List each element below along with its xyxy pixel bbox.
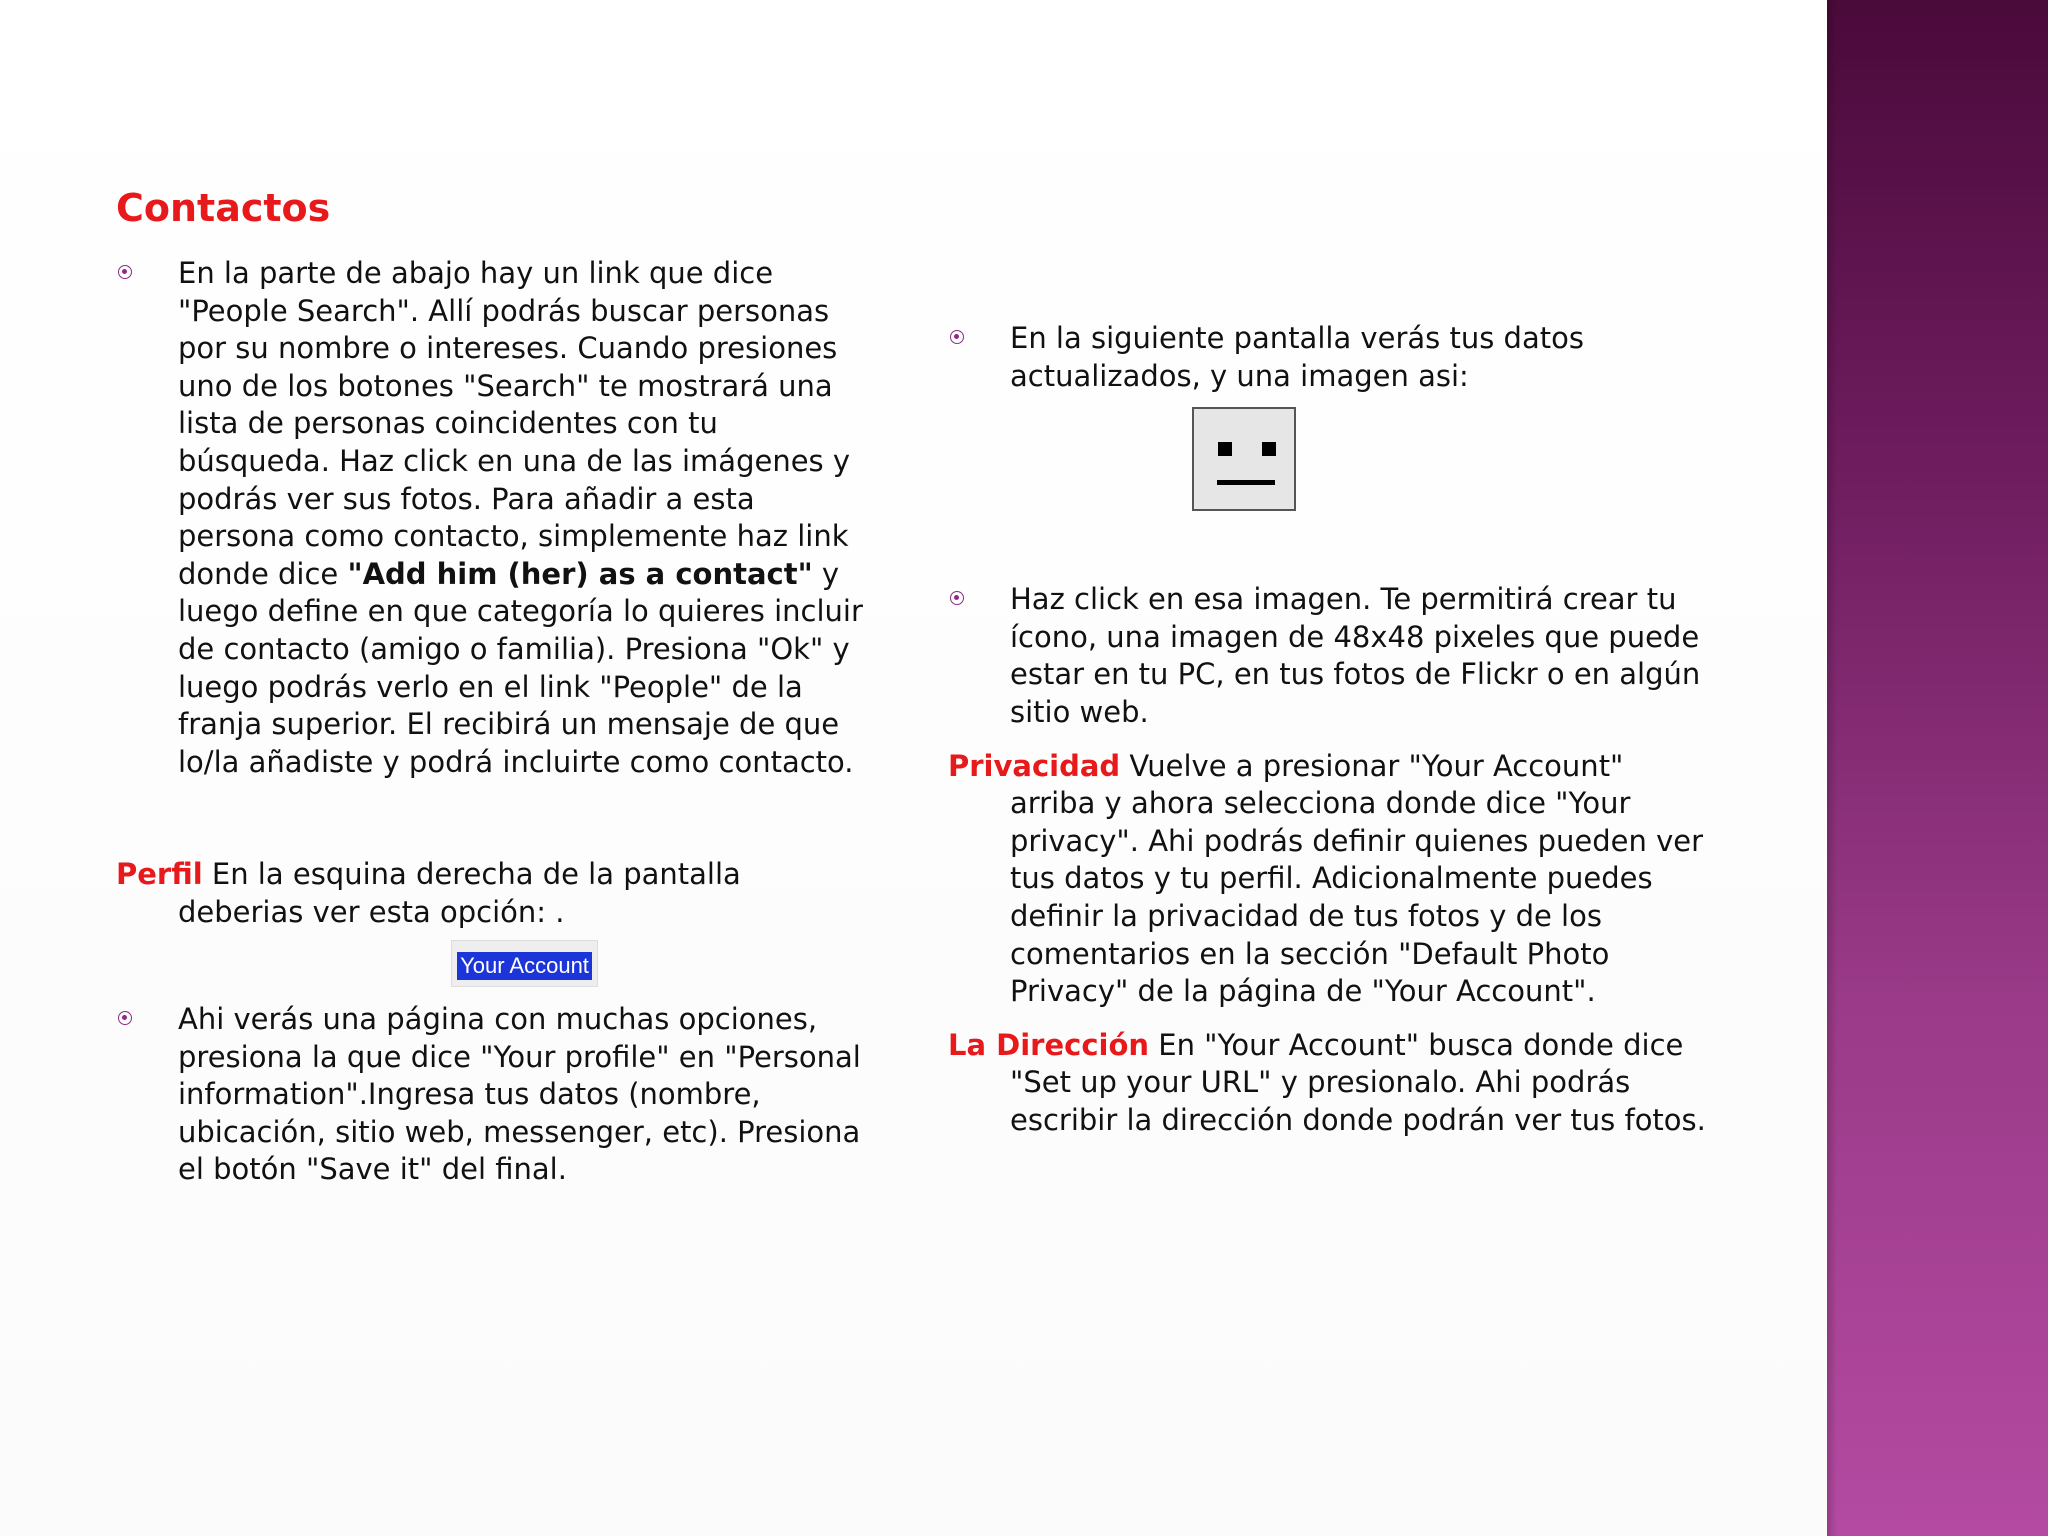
perfil-bullet — [116, 1001, 871, 1189]
contactos-bullet — [116, 255, 871, 781]
privacidad-paragraph — [948, 748, 1708, 1011]
your-account-screenshot — [116, 940, 871, 988]
right-bullet-1-text: En la siguiente pantalla verás tus datos actualizados, y una imagen asi: — [1010, 321, 1584, 393]
direccion-text: En "Your Account" busca donde dice "Set up your URL" y presionalo. Ahi podrás escribir la dirección donde podrán ver tus fotos. — [1010, 1027, 1706, 1137]
right-column — [948, 320, 1708, 1140]
face-right-eye — [1262, 442, 1276, 456]
add-contact-phrase: "Add him (her) as a contact" — [347, 556, 813, 591]
direccion-label: La Dirección — [948, 1027, 1150, 1062]
bullet-icon — [950, 591, 964, 605]
perfil-bullet-text: Ahi verás una página con muchas opciones, presiona la que dice "Your profile" en "Personal information".Ingresa tus datos (nombre, ubicación, sitio web, messenger, etc). Presiona el botón "Save it" del final. — [178, 1002, 861, 1187]
perfil-paragraph — [116, 856, 871, 931]
face-mouth — [1217, 480, 1275, 485]
privacidad-text: Vuelve a presionar "Your Account" arriba y ahora selecciona donde dice "Your privacy". Ahi podrás definir quienes pueden ver tus datos y tu perfil. Adicionalmente puedes definir la privacidad de tus fotos y de los comentarios en la sección "Default Photo Privacy" de la página de "Your Account". — [1010, 748, 1704, 1009]
right-bullet-2-text: Haz click en esa imagen. Te permitirá crear tu ícono, una imagen de 48x48 pixeles que puede estar en tu PC, en tus fotos de Flickr o en algún sitio web. — [1010, 582, 1701, 729]
left-column — [116, 255, 871, 1189]
buddy-icon-wrapper — [948, 407, 1708, 511]
contactos-text-a: En la parte de abajo hay un link que dice "People Search". Allí podrás buscar personas por su nombre o intereses. Cuando presiones uno de los botones "Search" te mostrará una lista de personas coincidentes con tu búsqueda. Haz click en una de las imágenes y podrás ver sus fotos. Para añadir a esta persona como contacto, simplemente haz link donde dice — [178, 256, 851, 591]
privacidad-label: Privacidad — [948, 748, 1121, 783]
your-account-label: Your Account — [457, 952, 592, 980]
perfil-text: En la esquina derecha de la pantalla deberias ver esta opción: . — [178, 857, 741, 929]
slide-title: Contactos — [116, 186, 331, 230]
default-buddy-face-icon[interactable] — [1192, 407, 1296, 511]
bullet-icon — [118, 1011, 132, 1025]
perfil-label: Perfil — [116, 857, 203, 892]
direccion-paragraph — [948, 1027, 1708, 1140]
bullet-icon — [950, 330, 964, 344]
decorative-side-panel — [1827, 0, 2048, 1536]
your-account-button[interactable] — [451, 940, 598, 988]
right-bullet-1 — [948, 320, 1708, 395]
face-left-eye — [1218, 442, 1232, 456]
bullet-icon — [118, 265, 132, 279]
contactos-text-b: y luego define en que categoría lo quieres incluir de contacto (amigo o familia). Presiona "Ok" y luego podrás verlo en el link "People" de la franja superior. El recibirá un mensaje de que lo/la añadiste y podrá incluirte como contacto. — [178, 556, 863, 779]
right-bullet-2 — [948, 581, 1708, 731]
